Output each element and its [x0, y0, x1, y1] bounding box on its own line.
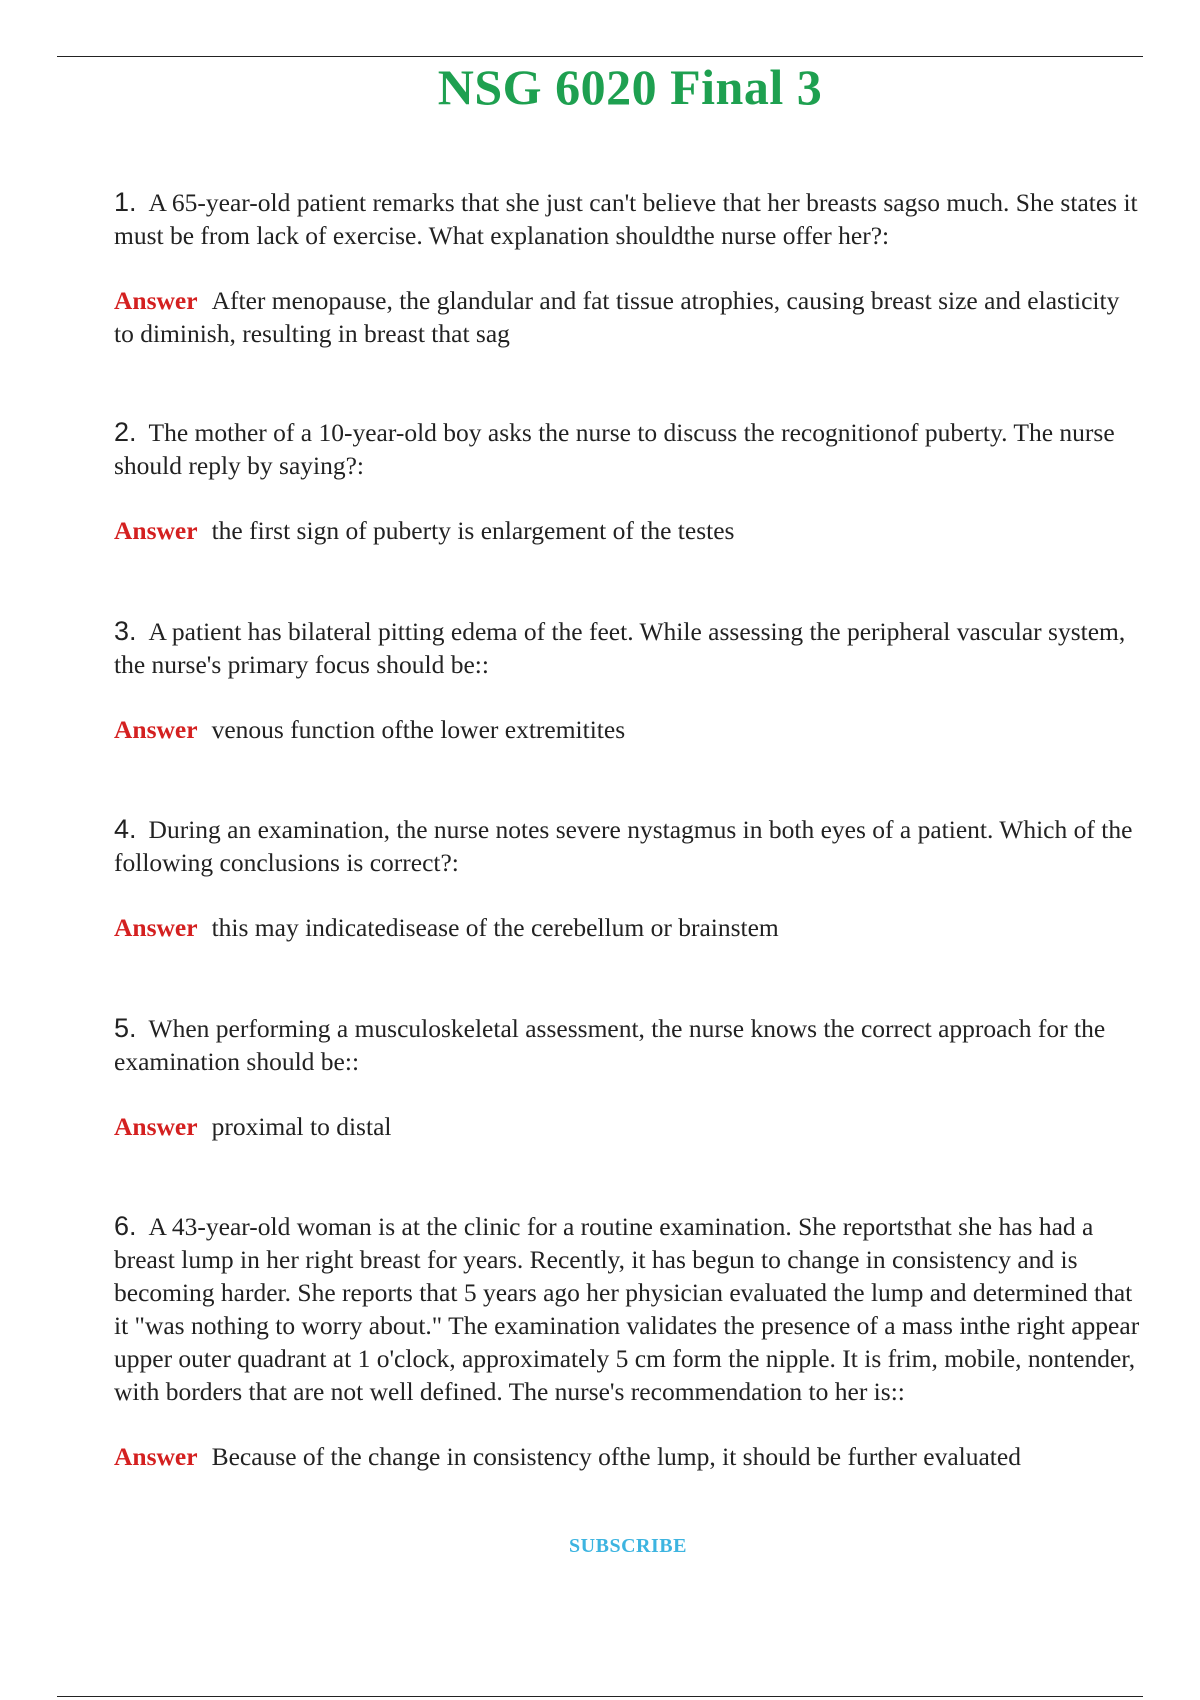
question-text: A 65-year-old patient remarks that she just can't believe that her breasts sagso much. She states it must be from lack of exercise. What explanation shouldthe nurse offer her?:: [114, 188, 1138, 250]
question-number: 6.: [114, 1211, 137, 1241]
question-3: [114, 615, 1140, 681]
qa-item-3: [114, 615, 1140, 746]
question-number: 1.: [114, 187, 137, 217]
qa-item-4: [114, 813, 1140, 944]
question-number: 3.: [114, 616, 137, 646]
qa-item-5: [114, 1012, 1140, 1143]
page-title: NSG 6020 Final 3: [437, 59, 823, 115]
answer-label: Answer: [114, 1442, 198, 1471]
question-number: 4.: [114, 814, 137, 844]
question-5: [114, 1012, 1140, 1078]
answer-text: this may indicatedisease of the cerebellum or brainstem: [211, 913, 779, 942]
answer-4: [114, 911, 1140, 944]
question-text: A patient has bilateral pitting edema of the feet. While assessing the peripheral vascular system, the nurse's primary focus should be::: [114, 617, 1126, 679]
question-text: The mother of a 10-year-old boy asks the nurse to discuss the recognitionof puberty. The nurse should reply by saying?:: [114, 418, 1115, 480]
subscribe-link[interactable]: SUBSCRIBE: [569, 1535, 687, 1557]
answer-text: Because of the change in consistency ofthe lump, it should be further evaluated: [211, 1442, 1021, 1471]
top-rule: [57, 56, 1143, 57]
question-text: A 43-year-old woman is at the clinic for a routine examination. She reportsthat she has had a breast lump in her right breast for years. Recently, it has begun to change in consistency and is becoming harder. She reports that 5 years ago her physician evaluated the lump and determined that it "was nothing to worry about." The examination validates the presence of a mass inthe right appear upper outer quadrant at 1 o'clock, approximately 5 cm form the nipple. It is frim, mobile, nontender, with borders that are not well defined. The nurse's recommendation to her is::: [114, 1212, 1140, 1406]
answer-6: [114, 1440, 1140, 1473]
question-number: 2.: [114, 417, 137, 447]
qa-item-2: [114, 416, 1140, 547]
question-6: [114, 1210, 1140, 1408]
answer-label: Answer: [114, 516, 198, 545]
answer-text: the first sign of puberty is enlargement of the testes: [211, 516, 735, 545]
answer-5: [114, 1110, 1140, 1143]
answer-text: proximal to distal: [211, 1112, 392, 1141]
answer-1: [114, 284, 1140, 350]
answer-label: Answer: [114, 913, 198, 942]
answer-label: Answer: [114, 715, 198, 744]
answer-text: venous function ofthe lower extremitites: [211, 715, 626, 744]
answer-label: Answer: [114, 1112, 198, 1141]
question-number: 5.: [114, 1013, 137, 1043]
answer-2: [114, 514, 1140, 547]
answer-3: [114, 713, 1140, 746]
question-text: During an examination, the nurse notes severe nystagmus in both eyes of a patient. Which of the following conclusions is correct?:: [114, 815, 1133, 877]
qa-item-1: [114, 186, 1140, 350]
question-text: When performing a musculoskeletal assessment, the nurse knows the correct approach for the examination should be::: [114, 1014, 1106, 1076]
bottom-rule: [57, 1696, 1143, 1697]
question-2: [114, 416, 1140, 482]
answer-label: Answer: [114, 286, 198, 315]
answer-text: After menopause, the glandular and fat tissue atrophies, causing breast size and elasticity to diminish, resulting in breast that sag: [114, 286, 1120, 348]
question-1: [114, 186, 1140, 252]
qa-item-6: [114, 1210, 1140, 1473]
question-4: [114, 813, 1140, 879]
